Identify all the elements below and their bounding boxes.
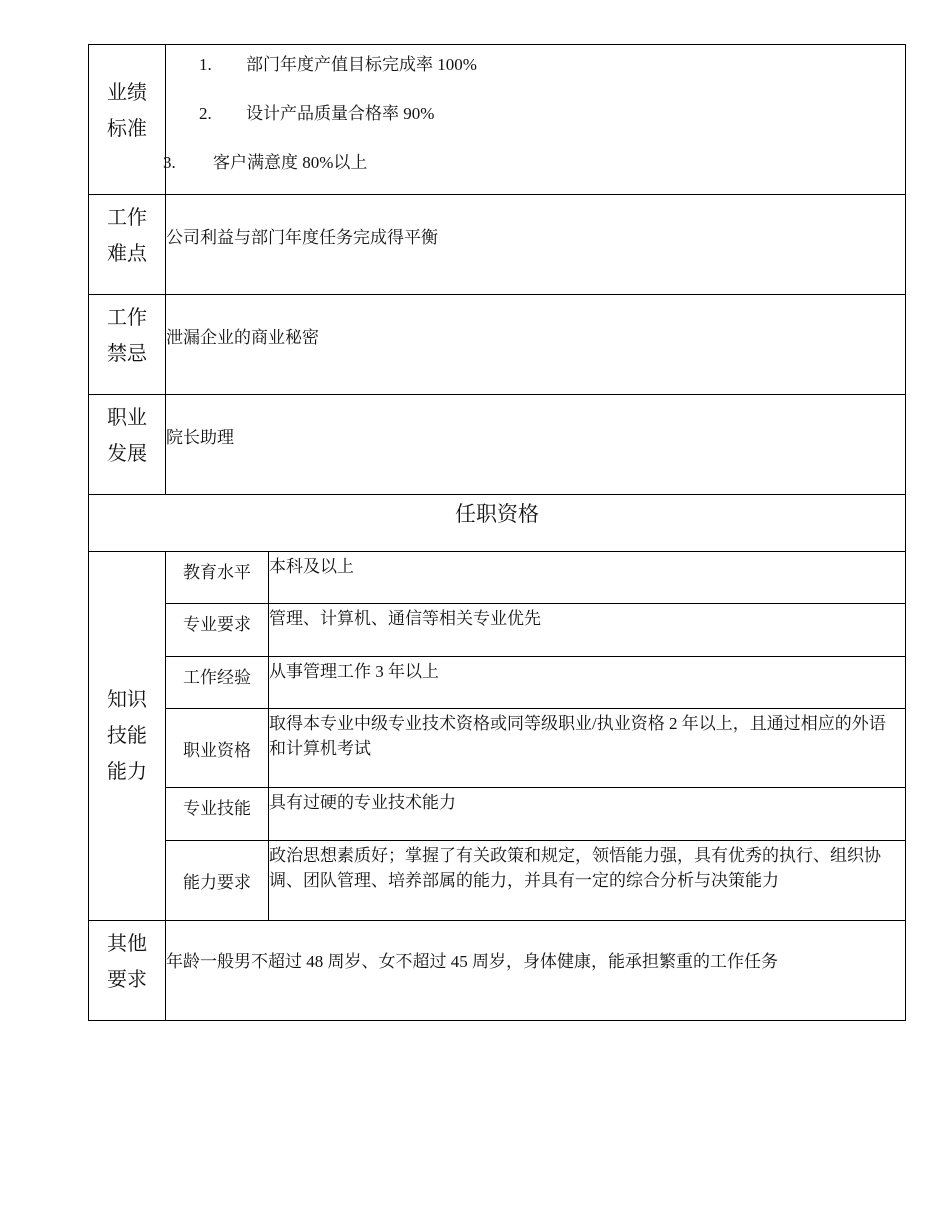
difficulty-row <box>89 195 905 295</box>
performance-label-text: 业绩标准 <box>107 82 147 140</box>
performance-row <box>89 45 905 195</box>
performance-item-3 <box>163 148 367 173</box>
knowledge-subrow-certification <box>166 709 905 788</box>
knowledge-row <box>89 552 905 921</box>
major-value: 管理、计算机、通信等相关专业优先 <box>269 609 541 629</box>
item-number: 1. <box>199 55 212 74</box>
prohibition-content <box>166 295 905 394</box>
certification-value: 取得本专业中级专业技术资格或同等级职业/执业资格 2 年以上，且通过相应的外语和计算机考试 <box>269 714 886 759</box>
item-text: 设计产品质量合格率 90% <box>246 104 435 123</box>
other-row <box>89 921 905 1020</box>
knowledge-subrow-major <box>166 604 905 656</box>
other-content <box>166 921 905 1020</box>
other-label-text: 其他要求 <box>107 933 147 991</box>
education-value: 本科及以上 <box>269 557 354 576</box>
job-description-table <box>88 44 906 1021</box>
development-label <box>89 395 166 494</box>
prohibition-label-text: 工作禁忌 <box>107 307 147 365</box>
qualification-title: 任职资格 <box>455 502 539 526</box>
experience-value: 从事管理工作 3 年以上 <box>269 661 439 681</box>
knowledge-label-text: 知识技能能力 <box>107 689 147 783</box>
knowledge-subrow-education <box>166 552 905 604</box>
item-number: 2. <box>199 104 212 123</box>
performance-item-1 <box>199 50 477 75</box>
item-text: 客户满意度 80%以上 <box>213 153 368 172</box>
performance-content <box>163 45 905 194</box>
certification-label: 职业资格 <box>166 709 269 787</box>
knowledge-label <box>89 552 166 920</box>
experience-label: 工作经验 <box>166 657 269 708</box>
difficulty-text: 公司利益与部门年度任务完成得平衡 <box>166 228 438 247</box>
development-content <box>166 395 905 494</box>
knowledge-subgrid <box>166 552 905 920</box>
other-text: 年龄一般男不超过 48 周岁、女不超过 45 周岁，身体健康，能承担繁重的工作任务 <box>166 952 778 971</box>
knowledge-subrow-experience <box>166 657 905 709</box>
knowledge-subrow-skill <box>166 788 905 840</box>
skill-label: 专业技能 <box>166 788 269 839</box>
prohibition-label <box>89 295 166 394</box>
prohibition-row <box>89 295 905 395</box>
ability-label: 能力要求 <box>166 841 269 920</box>
education-label: 教育水平 <box>166 552 269 603</box>
skill-value: 具有过硬的专业技术能力 <box>269 793 456 813</box>
other-label <box>89 921 166 1020</box>
development-text: 院长助理 <box>166 428 234 447</box>
ability-value: 政治思想素质好；掌握了有关政策和规定，领悟能力强，具有优秀的执行、组织协调、团队管理、培养部属的能力，并具有一定的综合分析与决策能力 <box>269 845 881 890</box>
development-row <box>89 395 905 495</box>
major-label: 专业要求 <box>166 604 269 655</box>
difficulty-content <box>166 195 905 294</box>
knowledge-subrow-ability <box>166 841 905 920</box>
difficulty-label <box>89 195 166 294</box>
qualification-header-row <box>89 495 905 552</box>
item-number: 3. <box>163 153 176 172</box>
prohibition-text: 泄漏企业的商业秘密 <box>166 328 319 347</box>
difficulty-label-text: 工作难点 <box>107 207 147 265</box>
development-label-text: 职业发展 <box>107 407 147 465</box>
performance-item-2 <box>199 99 434 124</box>
performance-label <box>89 45 166 194</box>
item-text: 部门年度产值目标完成率 100% <box>246 55 477 74</box>
